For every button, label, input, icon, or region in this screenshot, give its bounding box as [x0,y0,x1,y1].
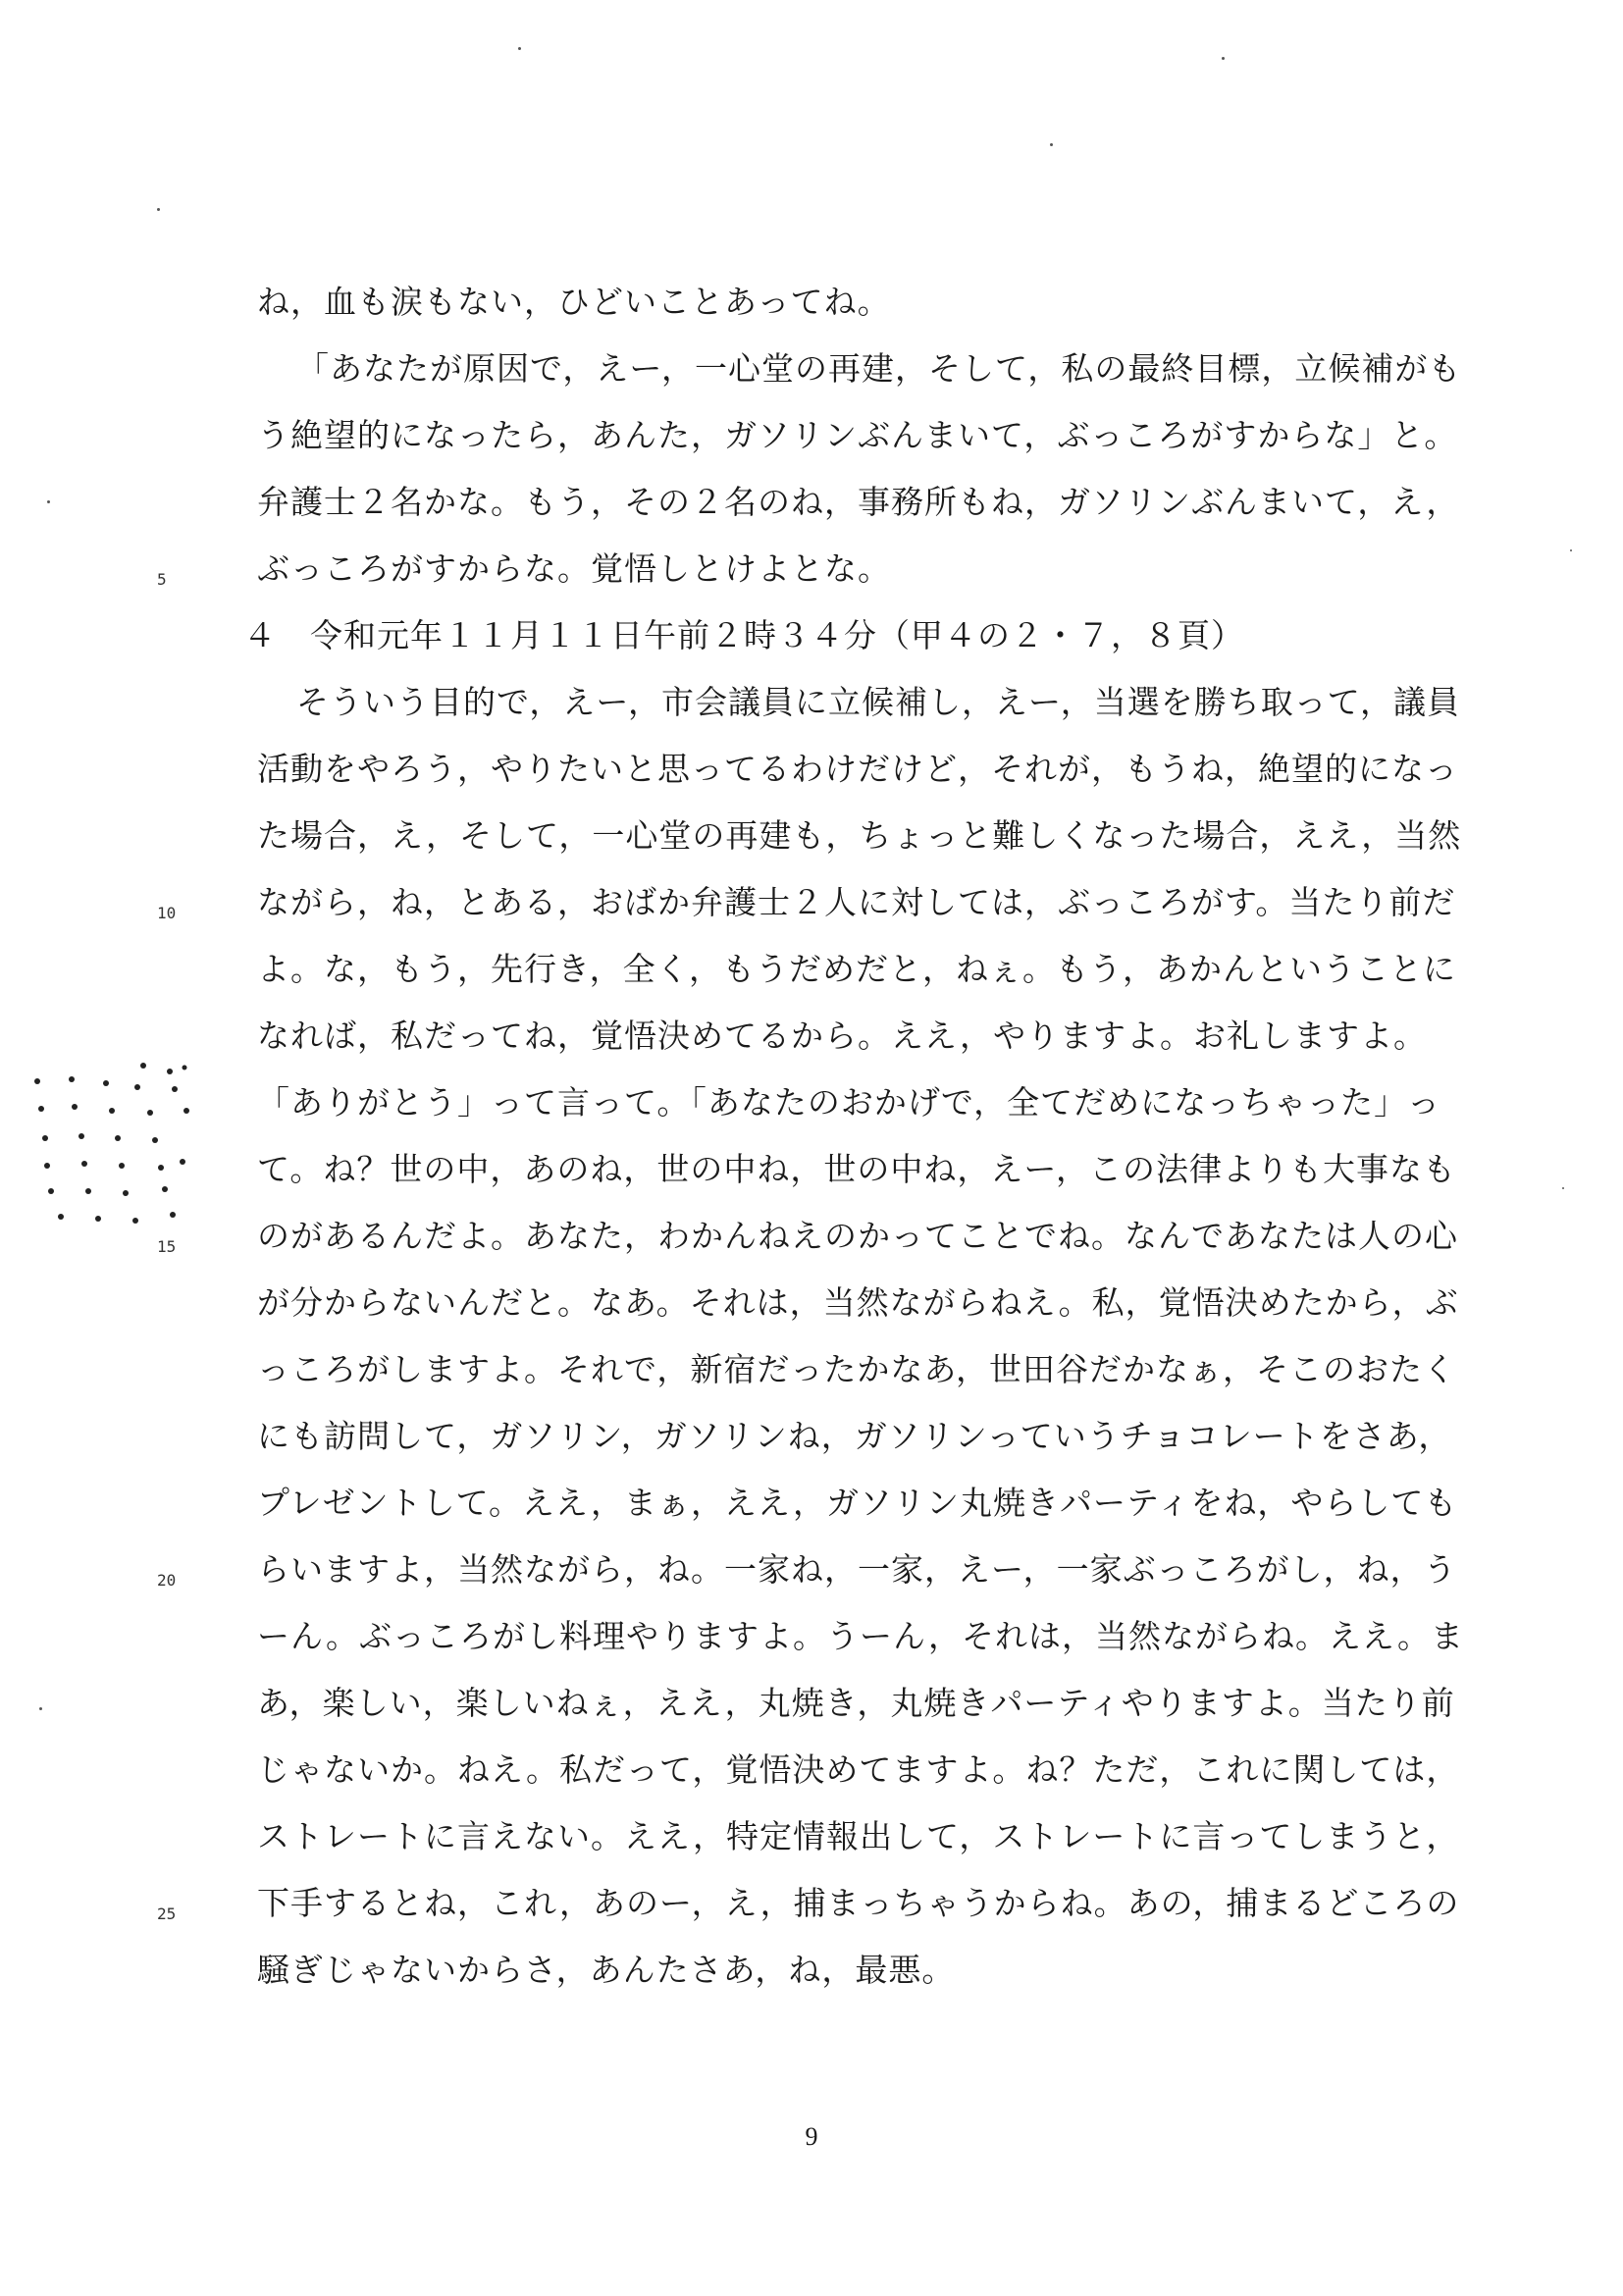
text-line: ぶっころがすからな。覚悟しとけよとな。 [257,549,891,588]
text-line: じゃないか。ねえ。私だって，覚悟決めてますよ。ね？ただ，これに関しては， [257,1750,1460,1789]
text-line: らいますよ，当然ながら，ね。一家ね，一家，えー，一家ぶっころがし，ね，う [257,1550,1457,1589]
text-line: よ。な，もう，先行き，全く，もうだめだと，ねぇ。もう，あかんということに [257,950,1457,988]
text-line: た場合，え，そして，一心堂の再建も，ちょっと難しくなった場合，ええ，当然 [257,816,1462,855]
scan-speck [1570,549,1572,551]
text-line: そういう目的で，えー，市会議員に立候補し，えー，当選を勝ち取って，議員 [296,683,1461,721]
text-line: 活動をやろう，やりたいと思ってるわけだけど，それが，もうね，絶望的になっ [257,750,1458,788]
text-line: のがあるんだよ。あなた，わかんねえのかってことでね。なんであなたは人の心 [257,1217,1458,1255]
line-number: 25 [157,1905,177,1923]
line-number: 5 [157,570,167,589]
text-line: が分からないんだと。なあ。それは，当然ながらねえ。私，覚悟決めたから，ぶ [257,1283,1459,1322]
scan-speck [157,208,160,211]
text-line: ながら，ね，とある，おばか弁護士２人に対しては，ぶっころがす。当たり前だ [257,883,1456,921]
text-line: っころがしますよ。それで，新宿だったかなあ，世田谷だかなぁ，そこのおたく [257,1350,1457,1388]
scan-speck [1050,143,1053,146]
text-line: なれば，私だってね，覚悟決めてるから。ええ，やりますよ。お礼しますよ。 [257,1017,1427,1055]
text-line: て。ね？世の中，あのね，世の中ね，世の中ね，えー，この法律よりも大事なも [257,1150,1457,1188]
line-number: 15 [157,1237,177,1256]
scan-speck [1222,57,1225,60]
section-heading: ４ 令和元年１１月１１日午前２時３４分（甲４の２・７，８頁） [243,616,1244,654]
text-line: プレゼントして。ええ，まぁ，ええ，ガソリン丸焼きパーティをね，やらしても [257,1484,1458,1522]
text-line: 「ありがとう」って言って。「あなたのおかげで，全てだめになっちゃった」っ [257,1083,1441,1122]
text-line: 騒ぎじゃないからさ，あんたさあ，ね，最悪。 [257,1951,956,1989]
text-line: あ，楽しい，楽しいねぇ，ええ，丸焼き，丸焼きパーティやりますよ。当たり前 [257,1684,1455,1722]
line-number: 20 [157,1571,177,1590]
text-line: う絶望的になったら，あんた，ガソリンぶんまいて，ぶっころがすからな」と。 [257,416,1458,454]
scan-speck [1562,1187,1564,1189]
line-number: 10 [157,904,177,922]
scan-speck [39,1707,42,1710]
text-line: ね，血も涙もない，ひどいことあってね。 [257,283,891,321]
text-line: 弁護士２名かな。もう，その２名のね，事務所もね，ガソリンぶんまいて，え， [257,483,1460,521]
text-line: 「あなたが原因で，えー，一心堂の再建，そして，私の最終目標，立候補がも [296,349,1462,388]
page-number: 9 [805,2122,818,2151]
text-line: ーん。ぶっころがし料理やりますよ。うーん，それは，当然ながらね。ええ。ま [257,1617,1464,1655]
text-line: 下手するとね，これ，あのー，え，捕まっちゃうからね。あの，捕まるどころの [257,1884,1460,1922]
perforation-dots-icon [27,1060,194,1236]
text-line: にも訪問して，ガソリン，ガソリンね，ガソリンっていうチョコレートをさあ， [257,1417,1452,1455]
scan-speck [47,500,50,503]
text-line: ストレートに言えない。ええ，特定情報出して，ストレートに言ってしまうと， [257,1817,1460,1855]
scan-speck [518,47,521,50]
